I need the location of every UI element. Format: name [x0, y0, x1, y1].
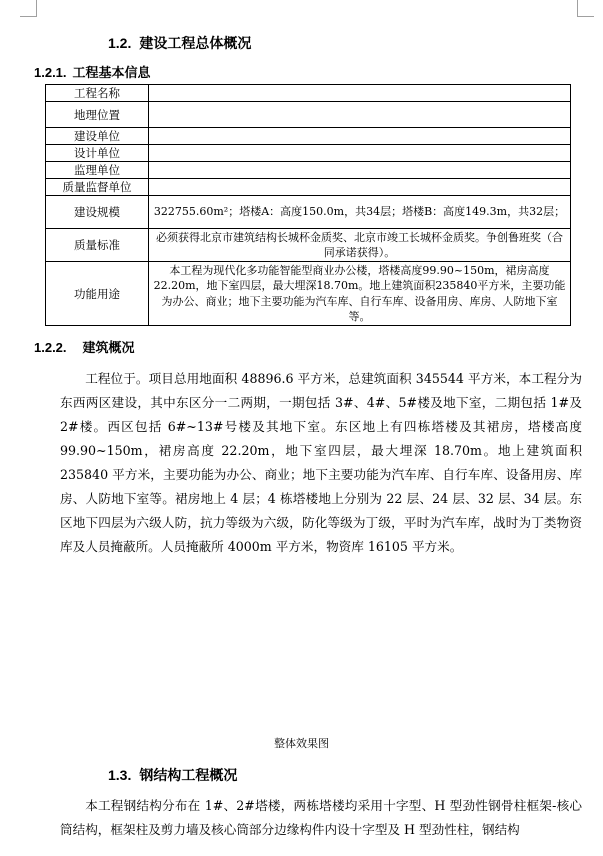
section-title: 建设工程总体概况: [139, 36, 252, 52]
table-row: [46, 162, 571, 179]
row-value: [149, 85, 571, 102]
row-value: [149, 145, 571, 162]
table-row: [46, 102, 571, 128]
section-heading-1-2-1: [34, 64, 151, 82]
row-label: 工程名称: [46, 85, 149, 102]
row-label: 质量标准: [46, 229, 149, 262]
row-label: 建设单位: [46, 128, 149, 145]
section-heading-1-2-2: [34, 339, 135, 357]
row-label: 功能用途: [46, 262, 149, 326]
row-value: [149, 102, 571, 128]
section-number: 1.2.: [108, 35, 132, 51]
section-title: 钢结构工程概况: [139, 768, 238, 784]
figure-caption: 整体效果图: [274, 737, 329, 750]
table-row: [46, 179, 571, 196]
row-label: 建设规模: [46, 196, 149, 229]
section-number: 1.3.: [108, 767, 132, 783]
crop-mark-left-vertical: [36, 0, 37, 16]
table-row: [46, 128, 571, 145]
table-row: [46, 229, 571, 262]
section-number: 1.2.2.: [34, 340, 67, 355]
table-row: [46, 262, 571, 326]
section-heading-1-3: [108, 766, 237, 785]
section-heading-1-2: [108, 34, 251, 53]
section-title: 建筑概况: [82, 341, 135, 356]
row-value: [149, 162, 571, 179]
building-overview-paragraph: [60, 367, 582, 559]
table-row: [46, 196, 571, 229]
row-label: 质量监督单位: [46, 179, 149, 196]
row-label: 监理单位: [46, 162, 149, 179]
paragraph-text: 工程位于。项目总用地面积 48896.6 平方米，总建筑面积 345544 平方米，本工程分为东西两区建设，其中东区分一二两期，一期包括 3#、4#、5#楼及地下室，二期包括 1#及 2#楼。西区包括 6#~13#号楼及其地下室。东区地上有四栋塔楼及其裙房，塔楼高度 99.90~150m，裙房高度 22.20m，地下室四层，最大埋深 18.70m。地上建筑面积 235840 平方米，主要功能为办公、商业；地下主要功能为汽车库、自行车库、设备用房、库房、人防地下室等。裙房地上 4 层；4 栋塔楼地上分别为 22 层、24 层、32 层、34 层。东区地下四层为六级人防，抗力等级为六级，防化等级为丁级，平时为汽车库，战时为丁类物资库及人员掩蔽所。人员掩蔽所 4000m 平方米，物资库 16105 平方米。: [60, 371, 582, 554]
row-value: 必须获得北京市建筑结构长城杯金质奖、北京市竣工长城杯金质奖。争创鲁班奖（合同承诺获得）。: [149, 229, 571, 262]
row-label: 设计单位: [46, 145, 149, 162]
table-row: [46, 145, 571, 162]
row-value: [149, 179, 571, 196]
project-info-table: [45, 84, 571, 326]
row-label: 地理位置: [46, 102, 149, 128]
table-row: [46, 85, 571, 102]
row-value: 本工程为现代化多功能智能型商业办公楼，塔楼高度99.90~150m，裙房高度22.20m，地下室四层，最大埋深18.70m。地上建筑面积235840平方米，主要功能为办公、商业；地下主要功能为汽车库、自行车库、设备用房、库房、人防地下室等。: [149, 262, 571, 326]
paragraph-text: 本工程钢结构分布在 1#、2#塔楼，两栋塔楼均采用十字型、H 型劲性钢骨柱框架-核心筒结构，框架柱及剪力墙及核心筒部分边缘构件内设十字型及 H 型劲性柱，钢结构: [60, 798, 582, 837]
row-value: [149, 128, 571, 145]
crop-mark-left-horizontal: [20, 16, 37, 17]
row-value: 322755.60m²；塔楼A：高度150.0m，共34层；塔楼B：高度149.3m，共32层；: [149, 196, 571, 229]
crop-mark-right-horizontal: [577, 16, 594, 17]
crop-mark-right-vertical: [577, 0, 578, 16]
section-number: 1.2.1.: [34, 65, 67, 80]
section-title: 工程基本信息: [72, 66, 151, 81]
steel-overview-paragraph: [60, 794, 582, 842]
